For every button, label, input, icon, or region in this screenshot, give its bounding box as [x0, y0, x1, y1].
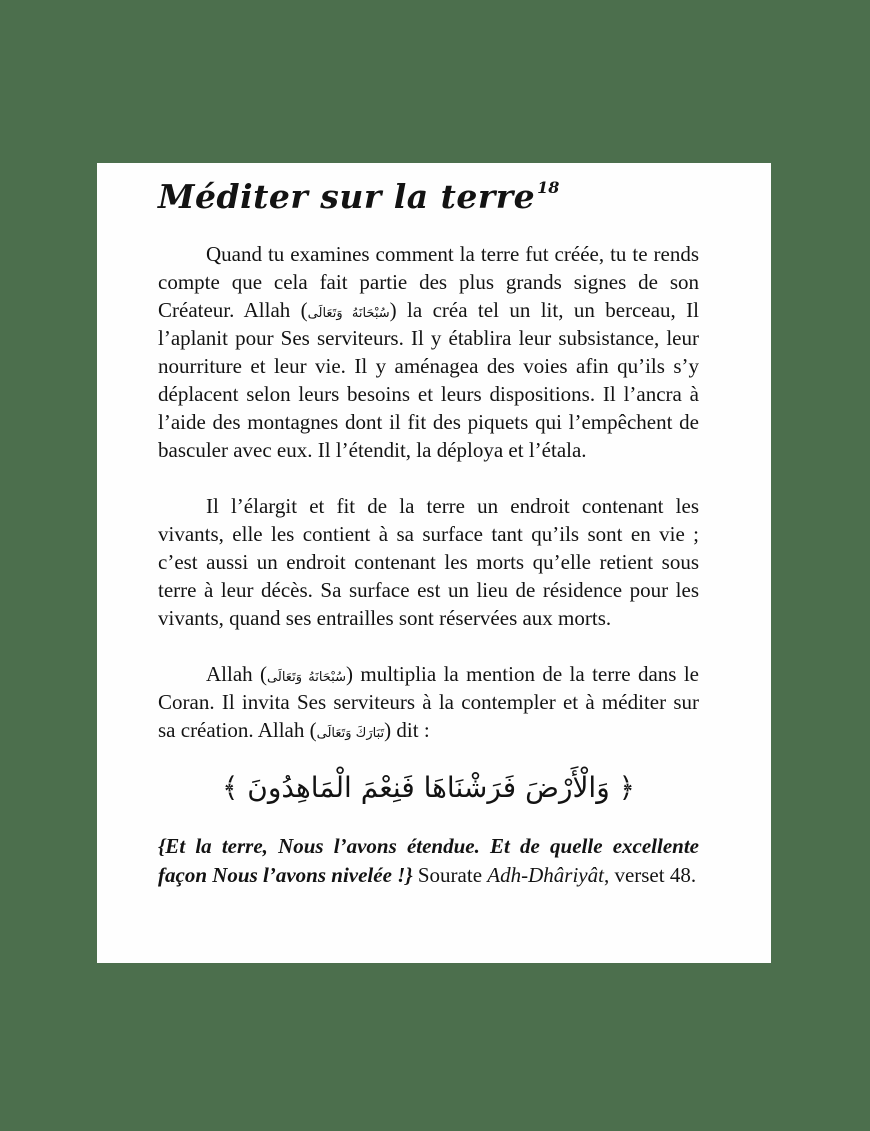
body-paragraph-2 — [158, 492, 699, 632]
paragraph-3-text-1: Allah ( — [206, 662, 268, 686]
book-page — [97, 163, 771, 963]
body-paragraph-3 — [158, 660, 699, 744]
verse-translation-paragraph — [158, 832, 699, 890]
quran-verse-arabic-text: ﴿ وَالْأَرْضَ فَرَشْنَاهَا فَنِعْمَ الْمَاهِدُونَ ﴾ — [221, 771, 636, 804]
paragraph-1-text-after-honorific: ) la créa tel un lit, un berceau, Il l’aplanit pour Ses serviteurs. Il y établira leur subsistance, leur nourriture et leur vie. Il y aménagea des voies afin qu’ils s’y déplacent selon leurs besoins et leurs dispositions. Il l’ancra à l’aide des montagnes dont il fit des piquets qui l’empêchent de basculer avec eux. Il l’étendit, la déploya et l’étala. — [158, 298, 700, 462]
verse-source-prefix: Sourate — [412, 863, 488, 887]
arabic-honorific-subhanahu-wa-taala: سُبْحَانَهُ وَتَعَالَى — [307, 306, 390, 321]
paragraph-1-text-before-honorific: Quand tu examines comment la terre fut créée, tu te rends compte que cela fait partie des plus grands signes de son Créateur. Allah ( — [158, 242, 699, 322]
footnote-reference: 18 — [537, 178, 560, 197]
surah-name: Adh-Dhâriyât — [487, 863, 604, 887]
verse-source-suffix: , verset 48. — [603, 863, 697, 887]
paragraph-3-text-3: ) dit : — [384, 718, 430, 742]
body-paragraph-1 — [158, 240, 699, 464]
chapter-title — [158, 175, 699, 225]
arabic-honorific-tabaraka-wa-taala: تَبَارَكَ وَتَعَالَى — [316, 726, 385, 741]
arabic-honorific-subhanahu-wa-taala: سُبْحَانَهُ وَتَعَالَى — [267, 670, 346, 685]
verse-translation-quote: {Et la terre, Nous l’avons étendue. Et de quelle excellente façon Nous l’avons nivelée !} — [158, 834, 699, 887]
paragraph-2-text: Il l’élargit et fit de la terre un endroit contenant les vivants, elle les contient à sa surface tant qu’ils sont en vie ; c’est aussi un endroit contenant les morts qu’elle retient sous terre à leur décès. Sa surface est un lieu de résidence pour les vivants, quand ses entrailles sont réservées aux morts. — [158, 494, 699, 630]
quran-verse-arabic — [158, 766, 699, 810]
paragraph-3-text-2: ) multiplia la mention de la terre dans le Coran. Il invita Ses serviteurs à la contempler et à méditer sur sa création. Allah ( — [158, 662, 699, 742]
chapter-title-text: Méditer sur la terre — [158, 177, 536, 216]
